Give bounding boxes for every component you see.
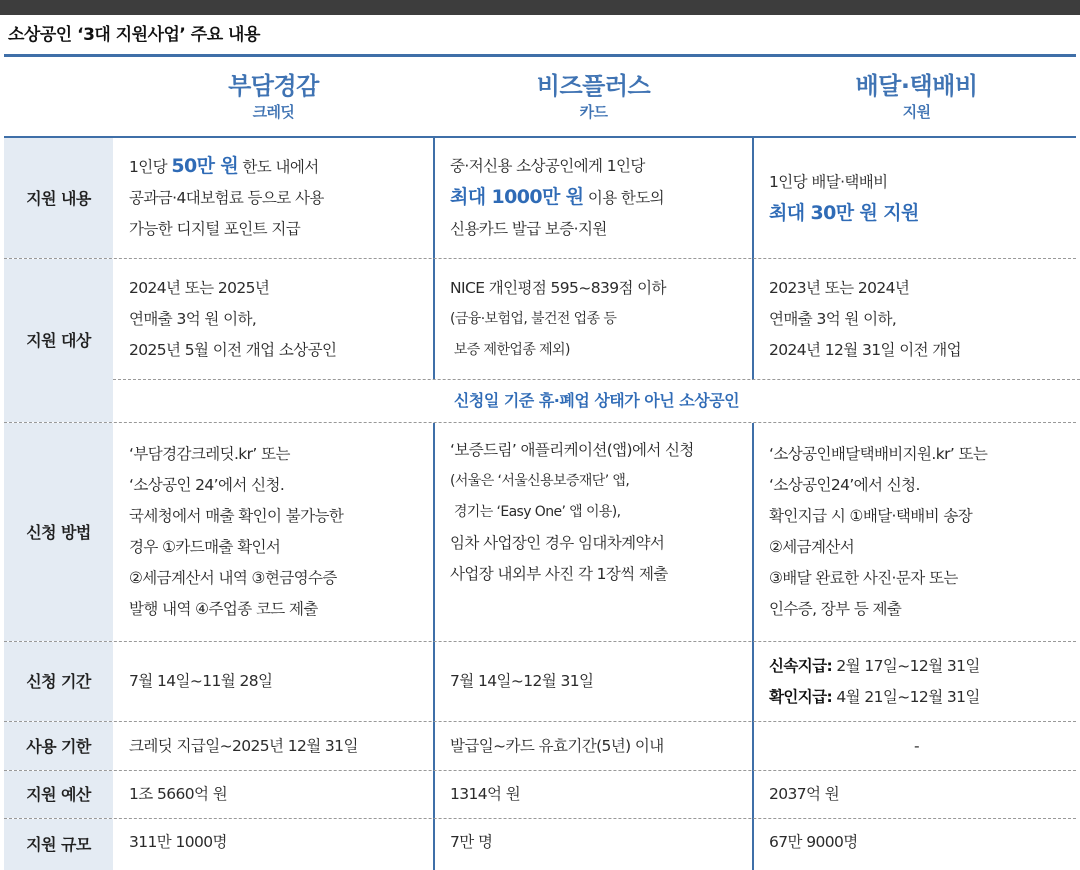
header-bizplus-sub: 카드: [579, 103, 608, 121]
period-delivery: [753, 642, 1080, 721]
header-delivery-title: 배달·택배비: [855, 72, 978, 100]
period-confirm-label: 확인지급:: [769, 687, 833, 706]
target-delivery: [753, 259, 1080, 379]
target-bizplus-line3: 보증 제한업종 제외): [450, 341, 570, 358]
header-bizplus-title: 비즈플러스: [536, 72, 651, 100]
usage-bizplus: 발급일~카드 유효기간(5년) 이내: [450, 736, 664, 755]
label-method: 신청 방법: [4, 423, 113, 641]
content-bizplus-line1: 중·저신용 소상공인에게 1인당: [450, 157, 645, 175]
method-credit-line: ‘소상공인 24’에서 신청.: [129, 476, 285, 494]
header-corner: [4, 57, 113, 137]
label-budget: 지원 예산: [4, 771, 113, 818]
method-delivery-line: ‘소상공인배달택배비지원.kr’ 또는: [769, 445, 988, 463]
period-fast-label: 신속지급:: [769, 656, 833, 675]
top-bar: [0, 0, 1080, 15]
method-credit-line: 발행 내역 ④주업종 코드 제출: [129, 600, 318, 618]
content-bizplus-amount: 최대 1000만 원: [450, 186, 584, 208]
method-delivery-line: 확인지급 시 ①배달·택배비 송장: [769, 507, 973, 525]
usage-delivery: -: [914, 736, 919, 755]
method-credit: [113, 423, 434, 641]
method-delivery-line: 인수증, 장부 등 제출: [769, 600, 902, 618]
header-credit: [113, 57, 434, 137]
header-delivery: [753, 57, 1080, 137]
usage-credit: 크레딧 지급일~2025년 12월 31일: [129, 736, 358, 755]
label-target: 지원 대상: [4, 259, 113, 422]
method-credit-line: ‘부담경감크레딧.kr’ 또는: [129, 445, 290, 463]
content-delivery-line1: 1인당 배달·택배비: [769, 173, 888, 191]
header-credit-sub: 크레딧: [252, 103, 295, 121]
method-bizplus-line: 임차 사업장인 경우 임대차계약서: [450, 534, 665, 552]
content-bizplus-line3: 신용카드 발급 보증·지원: [450, 220, 607, 238]
target-credit-line2: 연매출 3억 원 이하,: [129, 309, 257, 328]
method-delivery: [753, 423, 1080, 641]
content-delivery: [753, 138, 1080, 258]
label-content: 지원 내용: [4, 138, 113, 258]
target-bizplus: [434, 259, 753, 379]
common-divider: [113, 379, 1080, 380]
target-delivery-line3: 2024년 12월 31일 이전 개업: [769, 340, 962, 359]
content-delivery-amount: 최대 30만 원 지원: [769, 202, 919, 224]
content-bizplus: [434, 138, 753, 258]
content-credit: [113, 138, 434, 258]
method-credit-line: 국세청에서 매출 확인이 불가능한: [129, 507, 344, 525]
scale-bizplus: 7만 명: [450, 833, 493, 851]
content-bizplus-text-c: 이용 한도의: [583, 189, 665, 207]
period-credit: 7월 14일~11월 28일: [129, 672, 273, 690]
target-bizplus-line1: NICE 개인평점 595~839점 이하: [450, 278, 666, 297]
method-delivery-line: ②세금계산서: [769, 538, 855, 556]
content-credit-line3: 가능한 디지털 포인트 지급: [129, 220, 301, 238]
content-credit-amount: 50만 원: [171, 155, 239, 177]
budget-bizplus: 1314억 원: [450, 785, 521, 803]
target-credit-line1: 2024년 또는 2025년: [129, 278, 270, 297]
page-title: 소상공인 ‘3대 지원사업’ 주요 내용: [8, 25, 260, 45]
method-bizplus-line: ‘보증드림’ 애플리케이션(앱)에서 신청: [450, 441, 694, 459]
method-bizplus: [434, 423, 753, 641]
target-delivery-line2: 연매출 3억 원 이하,: [769, 309, 897, 328]
method-credit-line: 경우 ①카드매출 확인서: [129, 538, 281, 556]
target-credit: [113, 259, 434, 379]
budget-credit: 1조 5660억 원: [129, 785, 228, 803]
method-credit-line: ②세금계산서 내역 ③현금영수증: [129, 569, 337, 587]
content-credit-text-a: 1인당: [129, 158, 172, 176]
label-period: 신청 기간: [4, 642, 113, 721]
label-scale: 지원 규모: [4, 819, 113, 870]
content-credit-text-c: 한도 내에서: [238, 158, 319, 176]
method-bizplus-line: 사업장 내외부 사진 각 1장씩 제출: [450, 565, 668, 583]
scale-credit: 311만 1000명: [129, 833, 227, 851]
period-fast-value: 2월 17일~12월 31일: [832, 656, 980, 675]
scale-delivery: 67만 9000명: [769, 833, 858, 851]
period-bizplus: 7월 14일~12월 31일: [450, 672, 594, 690]
method-bizplus-line: (서울은 ‘서울신용보증재단’ 앱,: [450, 473, 630, 489]
method-delivery-line: ③배달 완료한 사진·문자 또는: [769, 569, 958, 587]
target-bizplus-line2: (금융·보험업, 불건전 업종 등: [450, 310, 617, 327]
common-target-notice: 신청일 기준 휴·폐업 상태가 아닌 소상공인: [453, 391, 740, 410]
method-bizplus-line: 경기는 ‘Easy One’ 앱 이용),: [450, 504, 621, 520]
label-usage: 사용 기한: [4, 722, 113, 770]
target-delivery-line1: 2023년 또는 2024년: [769, 278, 910, 297]
header-credit-title: 부담경감: [228, 72, 319, 100]
target-credit-line3: 2025년 5월 이전 개업 소상공인: [129, 340, 337, 359]
header-delivery-sub: 지원: [902, 103, 931, 121]
period-confirm-value: 4월 21일~12월 31일: [832, 687, 980, 706]
header-bizplus: [434, 57, 753, 137]
content-credit-line2: 공과금·4대보험료 등으로 사용: [129, 189, 324, 207]
budget-delivery: 2037억 원: [769, 785, 840, 803]
method-delivery-line: ‘소상공인24’에서 신청.: [769, 476, 920, 494]
